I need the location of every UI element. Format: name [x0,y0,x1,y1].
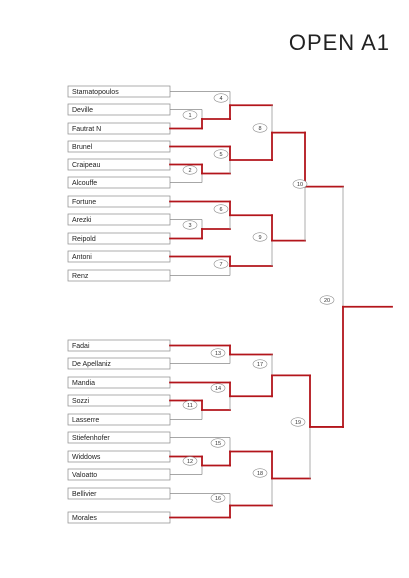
match-number [183,221,197,230]
match-number [253,360,267,369]
player-name: Fautrat N [72,126,102,133]
match-number-label: 15 [214,441,222,447]
player-name: Stiefenhofer [72,435,110,442]
match-number [293,180,307,189]
player-name: Arezki [72,217,92,224]
match-number-label: 14 [214,386,222,392]
player-name: Morales [72,515,97,522]
player-slot [68,159,170,170]
match-number [214,260,228,269]
match-number-label: 7 [219,262,223,268]
player-name: Antoni [72,254,92,261]
player-slot [68,123,170,134]
player-slot [68,395,170,406]
match-number [211,494,225,503]
match-number-label: 13 [214,351,222,357]
player-slot [68,177,170,188]
player-name: Fortune [72,199,97,206]
player-name: De Apellaniz [72,361,111,368]
match-number-label: 2 [188,168,192,174]
player-slot [68,377,170,388]
player-name: Alcouffe [72,180,98,187]
match-number [214,150,228,159]
match-number-label: 10 [296,182,304,188]
player-slot [68,358,170,369]
player-name: Sozzi [72,398,90,405]
match-number-label: 3 [188,223,192,229]
match-number [183,457,197,466]
player-name: Fadai [72,343,90,350]
player-slot [68,141,170,152]
match-number [253,124,267,133]
match-number [211,384,225,393]
bracket-title: OPEN A1 [288,30,390,55]
player-slot [68,340,170,351]
player-name: Brunel [72,144,93,151]
player-name: Stamatopoulos [72,89,119,96]
player-name: Renz [72,273,89,280]
match-number [320,296,334,305]
player-name: Reipold [72,236,96,243]
match-number-label: 16 [214,496,222,502]
match-number-label: 9 [258,235,262,241]
player-name: Mandia [72,380,95,387]
player-name: Lasserre [72,417,100,424]
match-number [253,469,267,478]
player-slot [68,214,170,225]
player-slot [68,469,170,480]
player-name: Bellivier [72,491,97,498]
player-slot [68,233,170,244]
match-number-label: 8 [258,126,262,132]
match-number-label: 17 [256,362,264,368]
player-name: Craipeau [72,162,101,169]
match-number-label: 11 [187,403,193,409]
player-slot [68,432,170,443]
match-number-label: 6 [219,207,223,213]
player-slot [68,488,170,499]
match-number [214,205,228,214]
player-slot [68,270,170,281]
player-slot [68,196,170,207]
match-number [183,111,197,120]
match-number [214,94,228,103]
player-name: Valoatto [72,472,98,479]
match-number-label: 5 [219,152,223,158]
player-slot [68,251,170,262]
match-number [211,439,225,448]
match-number-label: 4 [219,96,223,102]
match-number [211,349,225,358]
player-slot [68,104,170,115]
player-slot [68,512,170,523]
player-slot [68,414,170,425]
match-number [183,166,197,175]
player-name: Deville [72,107,94,114]
player-slot [68,86,170,97]
match-number [291,418,305,427]
match-number-label: 12 [186,459,194,465]
match-number-label: 1 [188,113,192,119]
player-name: Widdows [72,454,101,461]
match-number-label: 19 [294,420,302,426]
match-number-label: 20 [323,298,331,304]
match-number [253,233,267,242]
player-slot [68,451,170,462]
match-number-label: 18 [256,471,264,477]
match-number [183,401,197,410]
